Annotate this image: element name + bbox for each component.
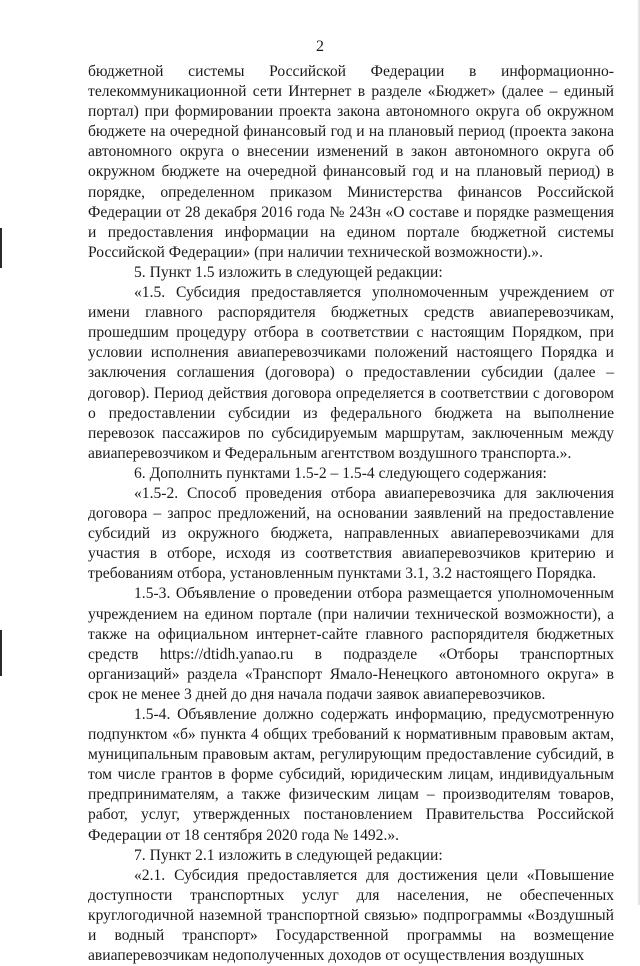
paragraph-clause-2-1: «2.1. Субсидия предоставляется для достижения цели «Повышение доступности транспортных услуг для населения, не обеспеченных круглогодичной наземной транспортной связью» подпрограммы «Воздушный и водный транспорт» Государственной программы на возмещение авиаперевозчикам недополученных доходов от осуществления воздушных	[88, 866, 614, 965]
document-body	[88, 62, 614, 966]
paragraph-item-6-heading: 6. Дополнить пунктами 1.5-2 – 1.5-4 следующего содержания:	[134, 464, 547, 482]
paragraph-clause-1-5-4: 1.5-4. Объявление должно содержать информацию, предусмотренную подпунктом «б» пункта 4 общих требований к нормативным правовым актам, муниципальным правовым актам, регулирующим предоставление субсидий, в том числе грантов в форме субсидий, юридическим лицам, индивидуальным предпринимателям, а также физическим лицам – производителям товаров, работ, услуг, утвержденных постановлением Правительства Российской Федерации от 18 сентября 2020 года № 1492.».	[88, 706, 614, 844]
scan-margin-mark-upper	[0, 228, 2, 268]
paragraph-item-7-heading: 7. Пункт 2.1 изложить в следующей редакции:	[134, 846, 443, 864]
paragraph-item-5-heading: 5. Пункт 1.5 изложить в следующей редакции:	[134, 263, 443, 281]
paragraph-clause-1-5: «1.5. Субсидия предоставляется уполномоченным учреждением от имени главного распорядителя бюджетных средств авиаперевозчикам, прошедшим процедуру отбора в соответствии с настоящим Порядком, при условии исполнения авиаперевозчиками положений настоящего Порядка и заключения соглашения (договора) о предоставлении субсидии (далее – договор). Период действия договора определяется в соответствии с договором о предоставлении субсидии из федерального бюджета на выполнение перевозок пассажиров по субсидируемым маршрутам, заключенным между авиаперевозчиком и Федеральным агентством воздушного транспорта.».	[88, 284, 614, 462]
scan-margin-mark-lower	[0, 630, 2, 676]
paragraph-clause-1-5-3: 1.5-3. Объявление о проведении отбора размещается уполномоченным учреждением на едином портале (при наличии технической возможности), а также на официальном интернет-сайте главного распорядителя бюджетных средств https://dtidh.yanao.ru в подразделе «Отборы транспортных организаций» раздела «Транспорт Ямало-Ненецкого автономного округа» в срок не менее 3 дней до дня начала подачи заявок авиаперевозчиков.	[88, 585, 614, 703]
paragraph-clause-1-5-2: «1.5-2. Способ проведения отбора авиаперевозчика для заключения договора – запрос предложений, на основании заявлений на предоставление субсидий из окружного бюджета, направленных авиаперевозчиками для участия в отборе, исходя из соответствия авиаперевозчиков критерию и требованиям отбора, установленным пунктами 3.1, 3.2 настоящего Порядка.	[88, 484, 614, 583]
page-number: 2	[316, 38, 324, 55]
paragraph-continuation: бюджетной системы Российской Федерации в информационно-телекоммуникационной сети Интернет в разделе «Бюджет» (далее – единый портал) при формировании проекта закона автономного округа об окружном бюджете на очередной финансовый год и на плановый период (проекта закона автономного округа о внесении изменений в закон автономного округа об окружном бюджете на очередной финансовый год и на плановый период) в порядке, определенном приказом Министерства финансов Российской Федерации от 28 декабря 2016 года № 243н «О составе и порядке размещения и предоставления информации на едином портале бюджетной системы Российской Федерации» (при наличии технической возможности).».	[88, 63, 614, 261]
